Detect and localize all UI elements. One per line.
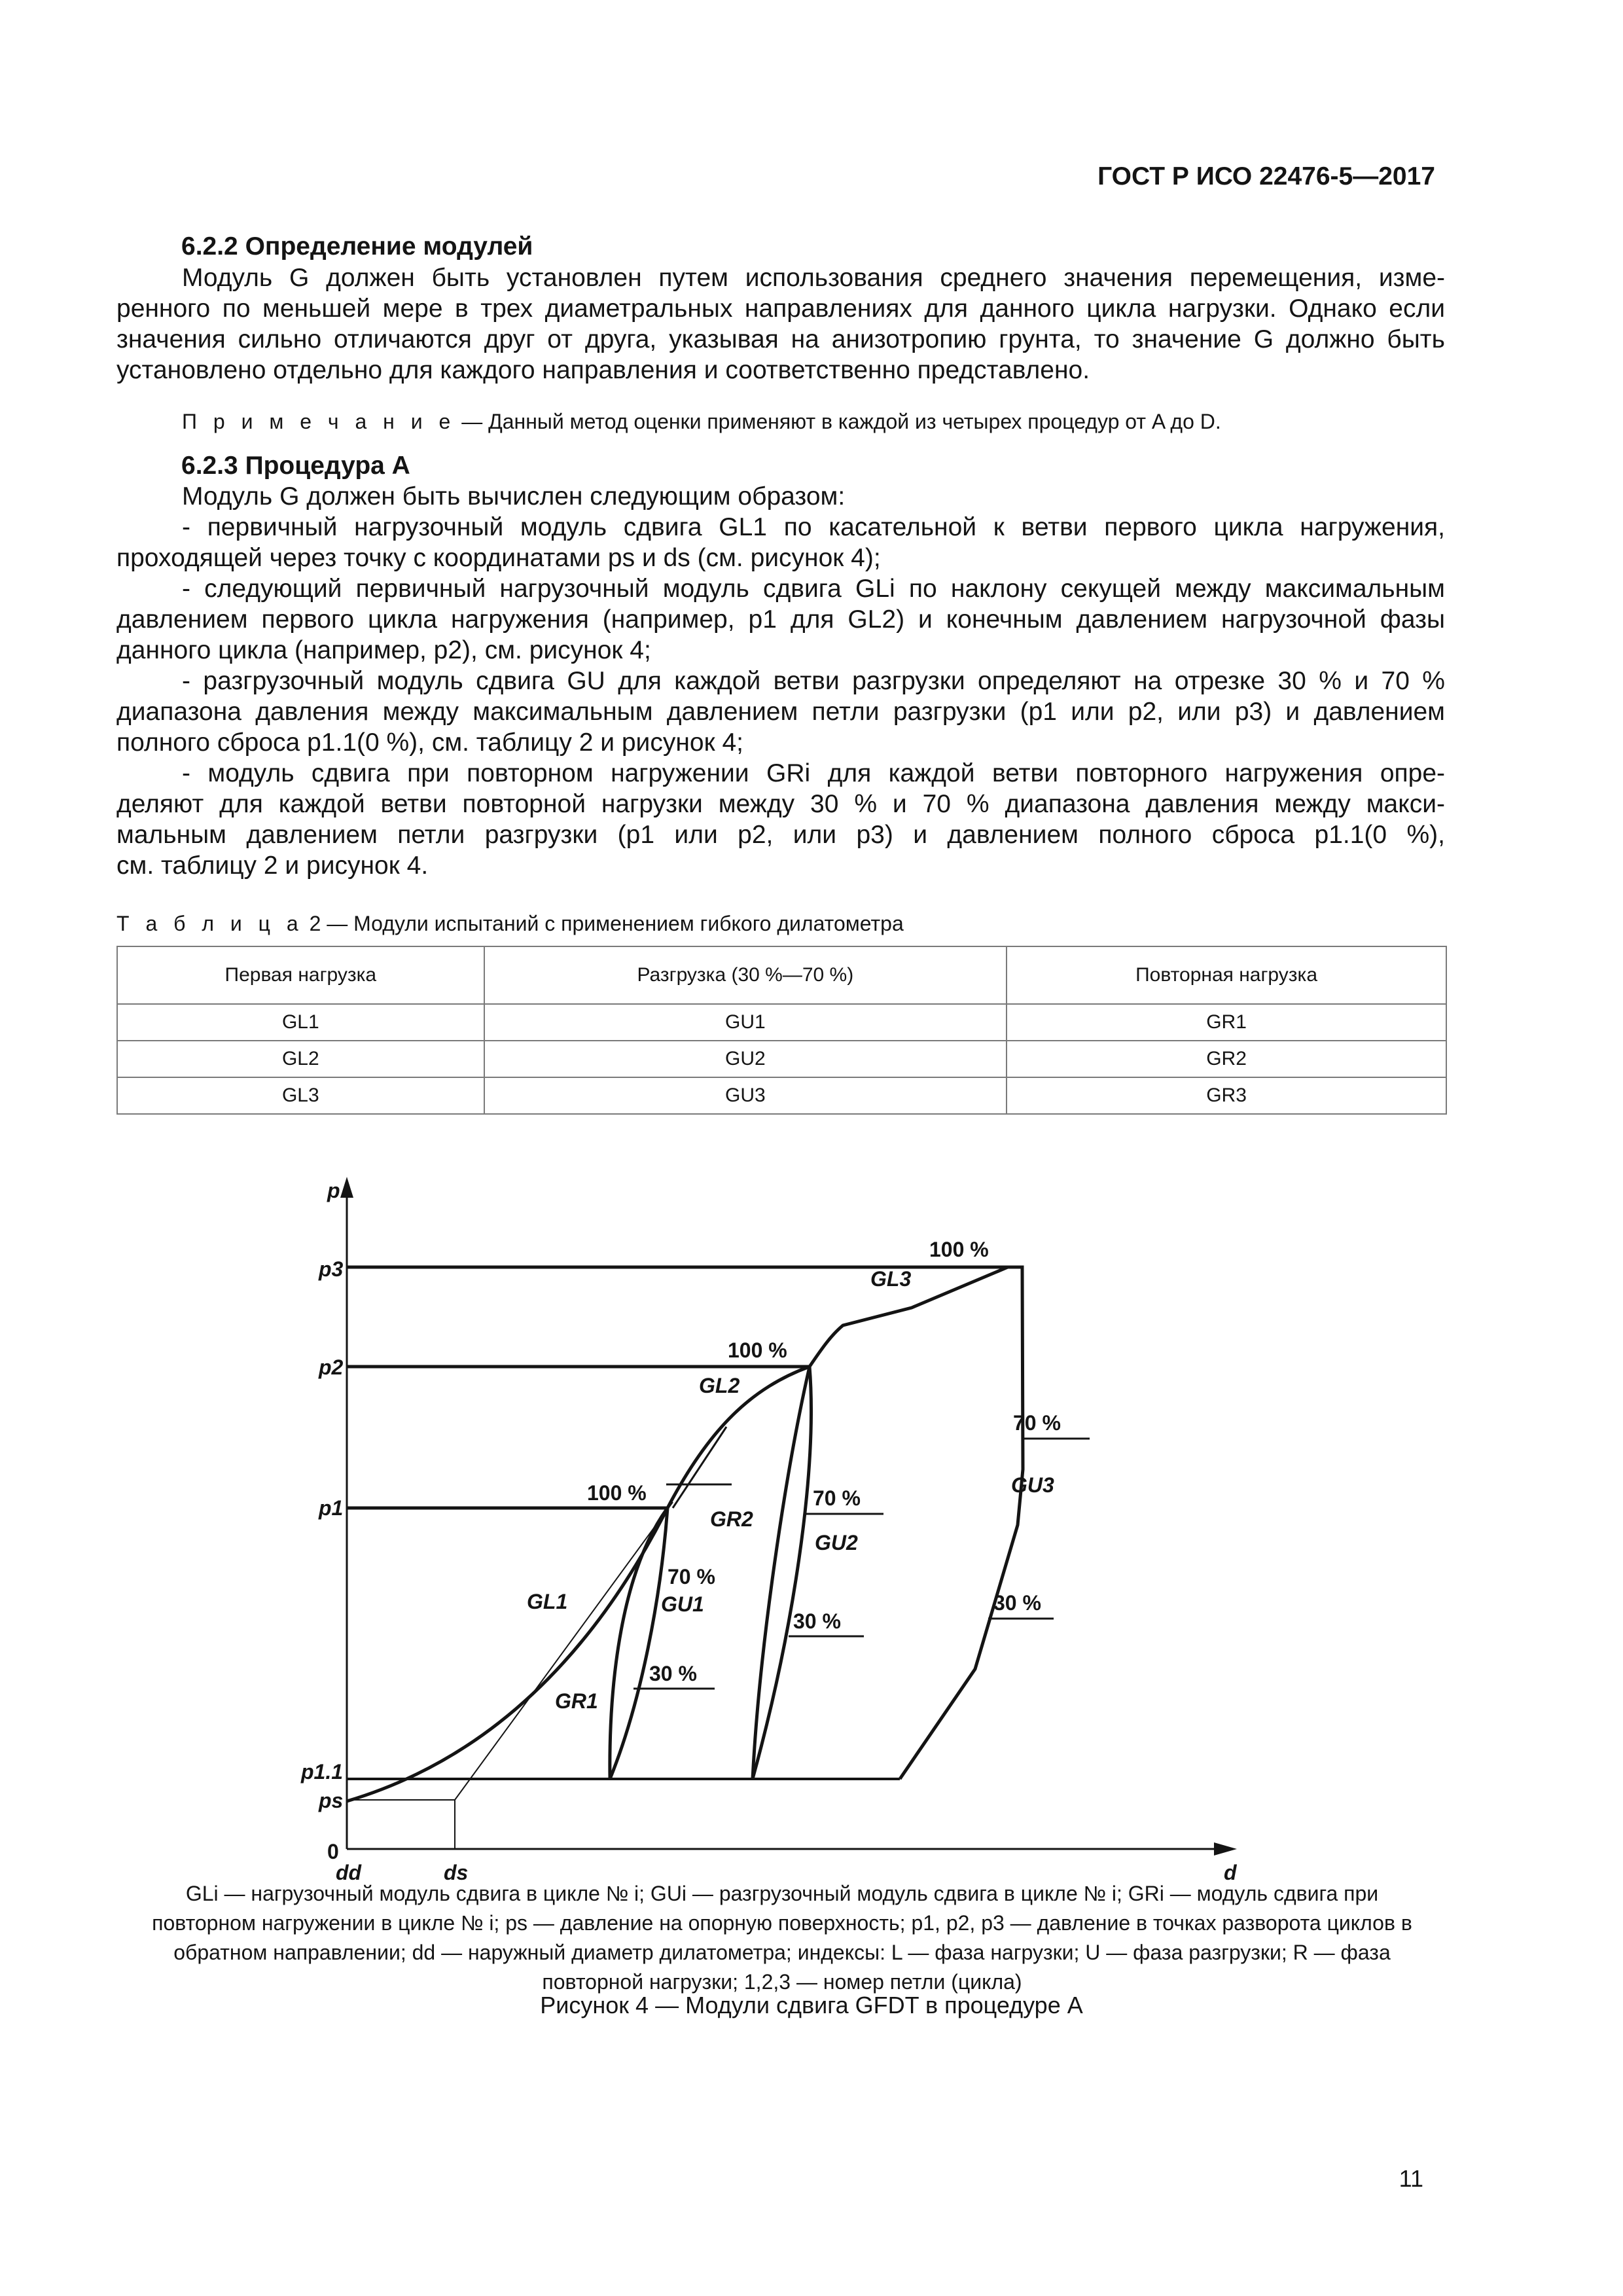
- y-tick-label: ps: [319, 1789, 344, 1812]
- reload-loop-2: [753, 1367, 811, 1779]
- text-line: мальным давлением петли разгрузки (p1 или p2, или p3) и давлением полного сброса p1.1(0 %),: [116, 821, 1445, 849]
- y-tick-label: p1.1: [301, 1760, 344, 1784]
- table-cell: GR1: [1007, 1004, 1446, 1041]
- section-title-623: 6.2.3 Процедура А: [181, 452, 410, 480]
- note-label: П р и м е ч а н и е: [182, 410, 456, 433]
- table-cell: GU1: [484, 1004, 1007, 1041]
- curve-label: GR2: [710, 1507, 753, 1531]
- y-axis-arrow-icon: [340, 1177, 353, 1198]
- y-tick-label: p1: [319, 1496, 344, 1520]
- page-number: 11: [1399, 2165, 1423, 2192]
- table-cell: GL1: [117, 1004, 484, 1041]
- text-line: - модуль сдвига при повторном нагружении GRi для каждой ветви повторного нагружения опре-: [182, 759, 1445, 787]
- legend-line: GLi — нагрузочный модуль сдвига в цикле № i; GUi — разгрузочный модуль сдвига в цикле № i; GRi — модуль сдвига при: [185, 1882, 1379, 1905]
- table-cell: GL2: [117, 1041, 484, 1077]
- text-line: Модуль G должен быть установлен путем использования среднего значения перемещения, изме-: [182, 264, 1445, 292]
- text-line: диапазона давления между максимальным давлением петли разгрузки (p1 или p2, или p3) и давлением: [116, 698, 1445, 726]
- pct-label: 100 %: [728, 1338, 787, 1362]
- text-line: см. таблицу 2 и рисунок 4.: [116, 852, 429, 880]
- text-line: деляют для каждой ветви повторной нагрузки между 30 % и 70 % диапазона давления между макси-: [116, 790, 1445, 818]
- pct-label: 30 %: [793, 1609, 841, 1633]
- x-axis-arrow-icon: [1214, 1842, 1237, 1856]
- document-header: ГОСТ Р ИСО 22476-5—2017: [1097, 162, 1435, 190]
- section-title-622: 6.2.2 Определение модулей: [181, 232, 533, 260]
- pct-label: 30 %: [649, 1662, 697, 1685]
- text-line: проходящей через точку с координатами ps и ds (см. рисунок 4);: [116, 544, 881, 572]
- ps-ds-guide: [347, 1800, 455, 1849]
- pct-label: 100 %: [587, 1481, 647, 1505]
- table-cell: GR3: [1007, 1077, 1446, 1114]
- table-header-cell: Повторная нагрузка: [1007, 946, 1446, 1004]
- curve-label: GU3: [1011, 1473, 1054, 1497]
- legend-line: обратном направлении; dd — наружный диаметр дилатометра; индексы: L — фаза нагрузки; U — фаза разгрузки; R — фаза: [173, 1941, 1391, 1964]
- gl2-secant-line: [673, 1427, 726, 1508]
- text-line: - следующий первичный нагрузочный модуль сдвига GLi по наклону секущей между максимальным: [182, 575, 1445, 603]
- x-tick-label: dd: [336, 1861, 362, 1884]
- text-line: - первичный нагрузочный модуль сдвига GL1 по касательной к ветви первого цикла нагружения,: [182, 513, 1445, 541]
- text-line: ренного по меньшей мере в трех диаметральных направлениях для данного цикла нагрузки. Однако если: [116, 295, 1445, 323]
- text-line: Модуль G должен быть вычислен следующим образом:: [182, 482, 846, 511]
- gl1-tangent-line: [455, 1502, 673, 1800]
- y-tick-label: p2: [319, 1355, 344, 1379]
- pct-label: 70 %: [813, 1486, 861, 1510]
- text-line: значения сильно отличаются друг от друга, указывая на анизотропию грунта, то значение G должно быть: [116, 325, 1445, 353]
- x-tick-label: ds: [444, 1861, 469, 1884]
- legend-line: повторной нагрузки; 1,2,3 — номер петли (цикла): [542, 1970, 1022, 1994]
- table-cell: GL3: [117, 1077, 484, 1114]
- legend-line: повторном нагружении в цикле № i; ps — давление на опорную поверхность; p1, p2, p3 — давление в точках разворота циклов в: [152, 1911, 1412, 1935]
- curve-label: GL3: [870, 1267, 912, 1291]
- text-line: давлением первого цикла нагружения (например, p1 для GL2) и конечным давлением нагрузочной фазы: [116, 605, 1445, 634]
- text-line: - разгрузочный модуль сдвига GU для каждой ветви разгрузки определяют на отрезке 30 % и 70 %: [182, 667, 1445, 695]
- pct-label: 100 %: [929, 1238, 989, 1261]
- y-axis-label: p: [327, 1179, 340, 1202]
- note-text: — Данный метод оценки применяют в каждой из четырех процедур от A до D.: [455, 410, 1221, 433]
- curve-label: GU1: [661, 1592, 704, 1616]
- curve-label: GL2: [699, 1374, 740, 1397]
- pct-label: 70 %: [1013, 1411, 1061, 1435]
- table-header-cell: Первая нагрузка: [117, 946, 484, 1004]
- x-axis-label: d: [1224, 1861, 1237, 1884]
- table-cell: GR2: [1007, 1041, 1446, 1077]
- figure-legend: [118, 1879, 1446, 1997]
- table-cell: GU2: [484, 1041, 1007, 1077]
- table-cell: GU3: [484, 1077, 1007, 1114]
- text-line: данного цикла (например, p2), см. рисунок 4;: [116, 636, 651, 664]
- table-header-cell: Разгрузка (30 %—70 %): [484, 946, 1007, 1004]
- curve-label: GU2: [815, 1531, 858, 1554]
- y-tick-label: p3: [319, 1257, 344, 1281]
- unload-loop-2: [753, 1367, 810, 1779]
- curve-label: GR1: [555, 1689, 598, 1713]
- curve-label: GL1: [527, 1590, 568, 1613]
- figure-caption: Рисунок 4 — Модули сдвига GFDT в процедуре А: [540, 1992, 1083, 2018]
- pct-label: 30 %: [993, 1591, 1041, 1615]
- text-line: установлено отдельно для каждого направления и соответственно представлено.: [116, 356, 1090, 384]
- unload-loop-3: [900, 1267, 1023, 1779]
- table-caption-label: Т а б л и ц а: [116, 912, 304, 935]
- table-caption-text: 2 — Модули испытаний с применением гибкого дилатометра: [303, 912, 904, 935]
- pct-label: 70 %: [668, 1565, 715, 1588]
- y-tick-label: 0: [327, 1840, 339, 1863]
- text-line: полного сброса p1.1(0 %), см. таблицу 2 и рисунок 4;: [116, 728, 743, 757]
